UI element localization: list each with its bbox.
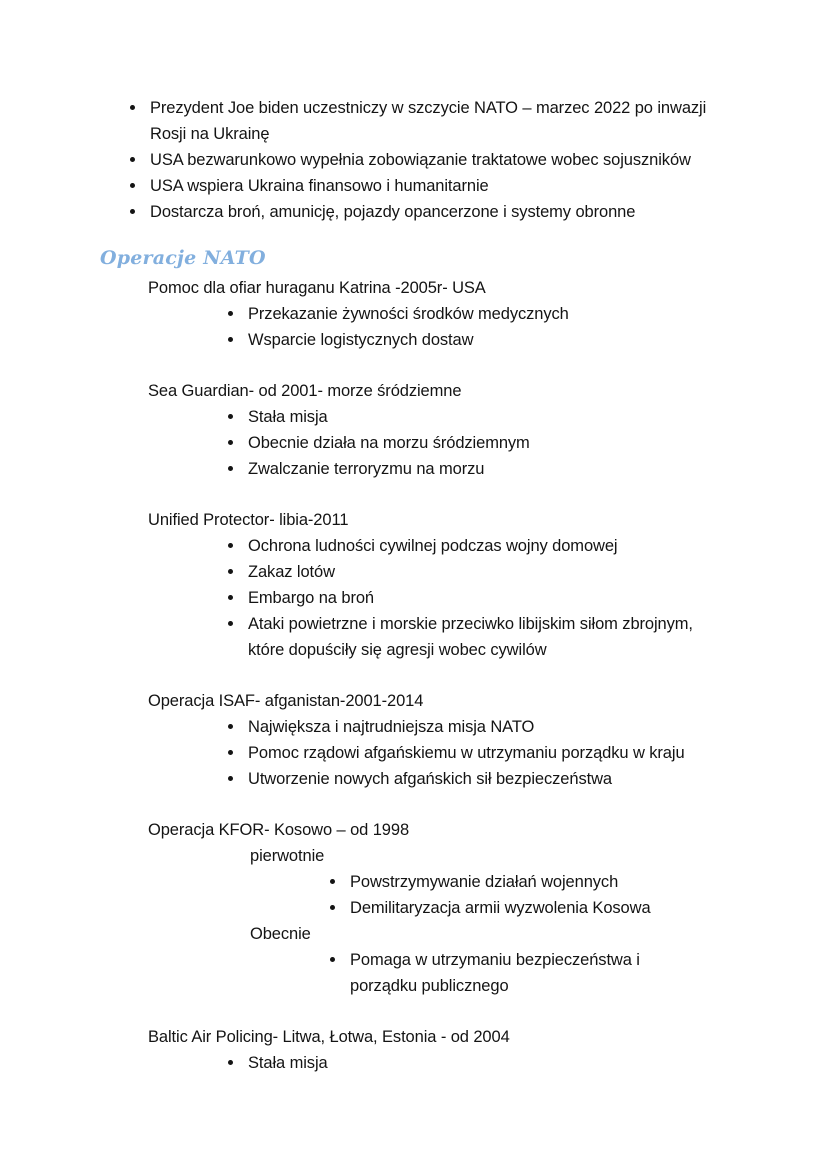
bullet-icon xyxy=(228,466,233,471)
list-item-text: Obecnie działa na morzu śródziemnym xyxy=(248,434,530,452)
bullet-icon xyxy=(228,543,233,548)
section-heading-operacje-nato: Operacje NATO xyxy=(100,247,266,269)
list-item-text: Największa i najtrudniejsza misja NATO xyxy=(248,718,535,736)
list-item xyxy=(330,869,698,895)
bullet-icon xyxy=(228,776,233,781)
operation-group xyxy=(0,275,828,353)
list-item-text: Zakaz lotów xyxy=(248,563,335,581)
bullet-icon xyxy=(130,157,135,162)
list-item-text: USA wspiera Ukraina finansowo i humanitarnie xyxy=(150,177,489,195)
list-item-text: Stała misja xyxy=(248,408,328,426)
list-item-text: Embargo na broń xyxy=(248,589,374,607)
bullet-icon xyxy=(130,183,135,188)
operation-title: Operacja KFOR- Kosowo – od 1998 xyxy=(148,821,410,839)
operation-title: Operacja ISAF- afganistan-2001-2014 xyxy=(148,692,424,710)
operation-subgroup-label: pierwotnie xyxy=(250,847,325,865)
list-item xyxy=(228,533,718,559)
operation-subgroup-bullet-list xyxy=(0,869,828,921)
bullet-icon xyxy=(228,569,233,574)
bullet-icon xyxy=(130,209,135,214)
operation-subgroup-label: Obecnie xyxy=(250,925,311,943)
operation-title: Pomoc dla ofiar huraganu Katrina -2005r- USA xyxy=(148,279,486,297)
bullet-icon xyxy=(228,311,233,316)
bullet-icon xyxy=(330,879,335,884)
list-item xyxy=(228,766,718,792)
list-item xyxy=(228,404,718,430)
list-item xyxy=(228,611,718,663)
list-item-text: Demilitaryzacja armii wyzwolenia Kosowa xyxy=(350,899,651,917)
operations-list xyxy=(0,275,828,1076)
bullet-icon xyxy=(330,905,335,910)
list-item-text: Dostarcza broń, amunicję, pojazdy opancerzone i systemy obronne xyxy=(150,203,636,221)
list-item-text: Pomaga w utrzymaniu bezpieczeństwa i porządku publicznego xyxy=(350,951,640,995)
list-item xyxy=(228,585,718,611)
list-item xyxy=(228,559,718,585)
list-item xyxy=(130,173,728,199)
list-item-text: Utworzenie nowych afgańskich sił bezpieczeństwa xyxy=(248,770,612,788)
list-item xyxy=(330,947,698,999)
operation-bullet-list xyxy=(0,533,828,663)
operation-title: Baltic Air Policing- Litwa, Łotwa, Estonia - od 2004 xyxy=(148,1028,510,1046)
list-item-text: Prezydent Joe biden uczestniczy w szczycie NATO – marzec 2022 po inwazji Rosji na Ukrainę xyxy=(150,99,707,143)
list-item xyxy=(228,430,718,456)
operation-bullet-list xyxy=(0,714,828,792)
intro-bullet-list xyxy=(0,95,828,225)
list-item xyxy=(130,147,728,173)
bullet-icon xyxy=(130,105,135,110)
list-item xyxy=(330,895,698,921)
operation-bullet-list xyxy=(0,1050,828,1076)
list-item xyxy=(228,327,718,353)
list-item-text: Zwalczanie terroryzmu na morzu xyxy=(248,460,485,478)
operation-group xyxy=(0,817,828,999)
list-item-text: Przekazanie żywności środków medycznych xyxy=(248,305,569,323)
operation-subgroup-bullet-list xyxy=(0,947,828,999)
operation-group xyxy=(0,1024,828,1076)
list-item-text: Ataki powietrzne i morskie przeciwko libijskim siłom zbrojnym, które dopuściły się agresji wobec cywilów xyxy=(248,615,693,659)
operation-bullet-list xyxy=(0,301,828,353)
list-item-text: USA bezwarunkowo wypełnia zobowiązanie traktatowe wobec sojuszników xyxy=(150,151,691,169)
list-item xyxy=(228,456,718,482)
list-item xyxy=(228,714,718,740)
operation-title: Sea Guardian- od 2001- morze śródziemne xyxy=(148,382,462,400)
bullet-icon xyxy=(228,750,233,755)
list-item-text: Powstrzymywanie działań wojennych xyxy=(350,873,619,891)
bullet-icon xyxy=(228,337,233,342)
list-item xyxy=(130,95,728,147)
bullet-icon xyxy=(228,595,233,600)
list-item-text: Pomoc rządowi afgańskiemu w utrzymaniu porządku w kraju xyxy=(248,744,685,762)
list-item xyxy=(228,740,718,766)
operation-title: Unified Protector- libia-2011 xyxy=(148,511,349,529)
bullet-icon xyxy=(228,724,233,729)
bullet-icon xyxy=(228,1060,233,1065)
operation-group xyxy=(0,688,828,792)
list-item xyxy=(228,1050,718,1076)
operation-group xyxy=(0,378,828,482)
list-item-text: Ochrona ludności cywilnej podczas wojny domowej xyxy=(248,537,618,555)
operation-group xyxy=(0,507,828,663)
list-item-text: Wsparcie logistycznych dostaw xyxy=(248,331,474,349)
bullet-icon xyxy=(330,957,335,962)
list-item xyxy=(130,199,728,225)
bullet-icon xyxy=(228,440,233,445)
bullet-icon xyxy=(228,621,233,626)
list-item xyxy=(228,301,718,327)
list-item-text: Stała misja xyxy=(248,1054,328,1072)
bullet-icon xyxy=(228,414,233,419)
operation-bullet-list xyxy=(0,404,828,482)
